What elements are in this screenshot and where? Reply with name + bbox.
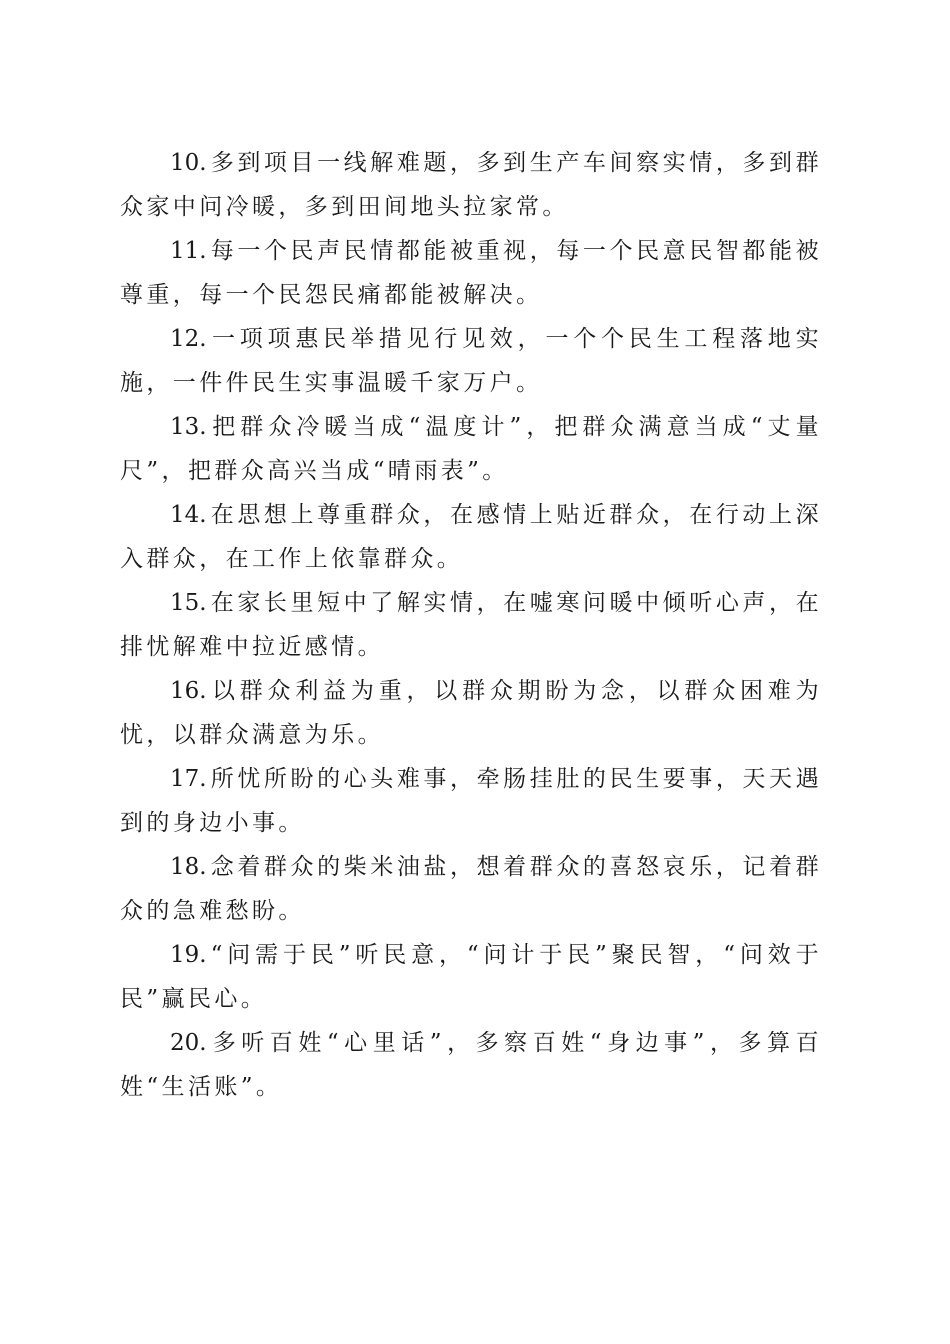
item-number: 15.	[170, 590, 207, 616]
item-text: 所忧所盼的心头难事，牵肠挂肚的民生要事，天天遇到的身边小事。	[120, 766, 822, 836]
item-number: 17.	[170, 766, 207, 792]
list-item	[120, 581, 822, 669]
item-text: 念着群众的柴米油盐，想着群众的喜怒哀乐，记着群众的急难愁盼。	[120, 854, 822, 924]
list-item	[120, 845, 822, 933]
item-text: 在家长里短中了解实情，在嘘寒问暖中倾听心声，在排忧解难中拉近感情。	[120, 590, 822, 660]
item-number: 13.	[170, 414, 207, 440]
item-number: 12.	[170, 326, 207, 352]
list-item	[120, 669, 822, 757]
item-number: 20.	[170, 1030, 207, 1056]
item-text: 多到项目一线解难题，多到生产车间察实情，多到群众家中问冷暖，多到田间地头拉家常。	[120, 150, 822, 220]
item-text: 以群众利益为重，以群众期盼为念，以群众困难为忧，以群众满意为乐。	[120, 678, 822, 748]
item-number: 14.	[170, 502, 207, 528]
item-number: 18.	[170, 854, 207, 880]
list-item	[120, 317, 822, 405]
item-text: 一项项惠民举措见行见效，一个个民生工程落地实施，一件件民生实事温暖千家万户。	[120, 326, 822, 396]
list-item	[120, 1021, 822, 1109]
list-item	[120, 229, 822, 317]
item-number: 16.	[170, 678, 207, 704]
item-text: 多听百姓“心里话”，多察百姓“身边事”，多算百姓“生活账”。	[120, 1030, 822, 1100]
item-text: 在思想上尊重群众，在感情上贴近群众，在行动上深入群众，在工作上依靠群众。	[120, 502, 822, 572]
item-number: 11.	[170, 238, 207, 264]
item-number: 10.	[170, 150, 207, 176]
list-item	[120, 493, 822, 581]
item-text: 每一个民声民情都能被重视，每一个民意民智都能被尊重，每一个民怨民痛都能被解决。	[120, 238, 822, 308]
list-item	[120, 933, 822, 1021]
list-item	[120, 757, 822, 845]
list-item	[120, 141, 822, 229]
list-item	[120, 405, 822, 493]
item-text: 把群众冷暖当成“温度计”，把群众满意当成“丈量尺”，把群众高兴当成“晴雨表”。	[120, 414, 822, 484]
item-text: “问需于民”听民意，“问计于民”聚民智，“问效于民”赢民心。	[120, 942, 822, 1012]
document-body	[120, 141, 822, 1109]
item-number: 19.	[170, 942, 207, 968]
